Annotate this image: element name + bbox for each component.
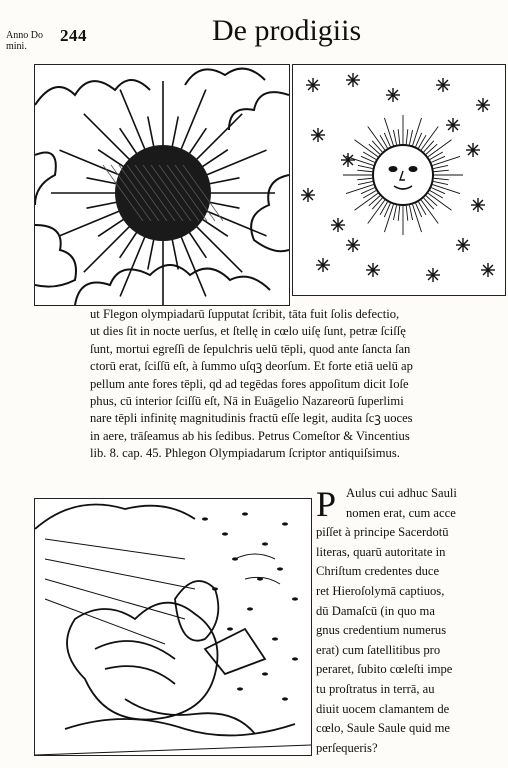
text-line: ret Hieroſolymā captiuos, xyxy=(316,583,445,598)
hail-drop xyxy=(237,687,243,690)
text-line: cœlo, Saule Saule quid me xyxy=(316,721,450,736)
engraving-stroke xyxy=(434,170,449,172)
text-line: dū Damaſcū (in quo ma xyxy=(316,603,435,618)
engraving-stroke xyxy=(433,181,448,184)
engraving-stroke xyxy=(346,185,374,194)
engraving-stroke xyxy=(406,129,408,144)
text-line: phus, cū interior ſciſſū eſt, Nā in Euāgelio Nazareorū ſuperlimi xyxy=(90,394,404,409)
engraving-stroke xyxy=(393,130,396,145)
hail-drop xyxy=(227,627,233,630)
engraving-stroke xyxy=(372,141,382,152)
text-line: Aulus cui adhuc Sauli xyxy=(346,486,457,500)
text-line: in aere, trāſeamus ab his ſedibus. Petrus Comeſtor & Vincentius xyxy=(90,428,410,443)
text-line: literas, quarū autoritate in xyxy=(316,544,446,559)
engraving-stroke xyxy=(358,181,373,184)
engraving-stroke xyxy=(384,118,393,146)
engraving-stroke xyxy=(409,130,412,145)
engraving-stroke xyxy=(120,231,138,258)
engraving-stroke xyxy=(358,165,373,168)
engraving-stroke xyxy=(205,211,266,236)
engraving-stroke xyxy=(426,144,437,154)
hail-drop xyxy=(257,577,263,580)
engraving-stroke xyxy=(432,156,460,165)
text-line: ctorū erat, ſciſſū eſt, à ſummo uſqꝫ deorſum. Et forte etiā uelū ap xyxy=(90,359,413,374)
engraving-stroke xyxy=(201,219,228,237)
text-line: diuit uocem clamantem de xyxy=(316,701,450,716)
drop-cap-initial: P xyxy=(316,484,337,524)
main-text-block xyxy=(90,306,504,463)
engraving-stroke xyxy=(189,128,207,155)
text-line: piſſet à principe Sacerdotū xyxy=(316,525,449,540)
engraving-stroke xyxy=(201,150,228,168)
engraving-stroke xyxy=(346,156,374,165)
engraving-stroke xyxy=(208,178,239,184)
engraving-stroke xyxy=(60,150,121,175)
engraving-stroke xyxy=(406,206,408,221)
running-title: De prodigiis xyxy=(212,14,362,47)
engraving-stroke xyxy=(357,178,372,180)
text-line: nare tēpli infinitę magnitudinis fractū eſſe legit, audita ſcꝫ uoces xyxy=(90,411,413,426)
page-number: 244 xyxy=(60,26,87,45)
engraving-stroke xyxy=(372,198,382,209)
hail-drop xyxy=(232,557,238,560)
engraving-stroke xyxy=(398,206,400,221)
text-line: lib. 8. cap. 45. Phlegon Olympiadarum ſcriptor antiquiſsimus. xyxy=(90,446,400,461)
engraving-stroke xyxy=(84,226,131,273)
engraving-stroke xyxy=(384,204,393,232)
text-line: Chriſtum credentes duce xyxy=(316,564,440,579)
hail-drop xyxy=(282,522,288,525)
paul-text-column xyxy=(316,484,506,758)
engraving-stroke xyxy=(181,90,206,151)
engraving-stroke xyxy=(172,116,178,147)
anno-line-1: Anno Do xyxy=(6,30,43,41)
hail-drop xyxy=(292,657,298,660)
text-line: tu proſtratus in terrā, au xyxy=(316,681,435,696)
sun-among-stars-woodcut xyxy=(292,64,506,296)
engraving-stroke xyxy=(393,205,396,220)
engraving-stroke xyxy=(120,90,145,151)
engraving-stroke xyxy=(120,128,138,155)
text-line: nomen erat, cum acce xyxy=(346,505,456,520)
text-line: erat) cum ſatellitibus pro xyxy=(316,642,441,657)
hail-drop xyxy=(262,542,268,545)
engraving-stroke xyxy=(409,205,412,220)
engraving-stroke xyxy=(189,231,207,258)
hail-drop xyxy=(292,597,298,600)
hail-drop xyxy=(262,672,268,675)
engraving-stroke xyxy=(426,196,437,206)
hail-drop xyxy=(222,532,228,535)
engraving-stroke xyxy=(84,114,131,161)
darkened-sun-woodcut xyxy=(34,64,290,306)
hail-drop xyxy=(202,517,208,520)
text-line: gnus credentium numerus xyxy=(316,623,447,638)
text-line: ut Flegon olympiadarū ſupputat ſcribit, tāta fuit ſolis defectio, xyxy=(90,307,400,321)
conversion-of-paul-woodcut xyxy=(34,498,312,756)
engraving-stroke xyxy=(60,211,121,236)
hail-drop xyxy=(272,637,278,640)
engraving-stroke xyxy=(120,235,145,296)
engraving-stroke xyxy=(424,198,434,209)
anno-line-2: mini. xyxy=(6,41,27,52)
hail-drop xyxy=(212,587,218,590)
engraving-stroke xyxy=(369,144,380,154)
engraving-stroke xyxy=(196,114,243,161)
engraving-stroke xyxy=(398,129,400,144)
engraving-stroke xyxy=(413,118,422,146)
text-line: pellum ante fores tēpli, qd ad tegēdas fores appoſitum dicit Ioſe xyxy=(90,376,409,391)
hail-drop xyxy=(247,607,253,610)
hail-drop xyxy=(277,567,283,570)
text-line: ſunt, mortui egreſſi de ſepulchris uelū tēpli, quod ante ſancta ſan xyxy=(90,341,411,356)
hail-drop xyxy=(282,697,288,700)
engraving-stroke xyxy=(86,202,117,208)
engraving-stroke xyxy=(181,235,206,296)
engraving-stroke xyxy=(357,170,372,172)
text-line: peraret, ſubito cœleſti impe xyxy=(316,662,453,677)
text-line: perſequeris? xyxy=(316,740,378,755)
engraving-stroke xyxy=(98,150,125,168)
year-marginal-label xyxy=(6,30,58,52)
text-line: ut dies ſit in nocte uerſus, et ſtellę in cœlo uiſę ſunt, petræ ſciſſę xyxy=(90,324,406,339)
engraving-stroke xyxy=(196,226,243,273)
engraving-stroke xyxy=(424,141,434,152)
engraving-stroke xyxy=(148,116,154,147)
hail-drop xyxy=(242,512,248,515)
engraving-stroke xyxy=(434,178,449,180)
engraving-stroke xyxy=(432,185,460,194)
engraving-stroke xyxy=(98,219,125,237)
engraving-stroke xyxy=(369,196,380,206)
engraving-stroke xyxy=(148,238,154,269)
engraving-stroke xyxy=(433,165,448,168)
engraving-stroke xyxy=(413,204,422,232)
engraving-stroke xyxy=(205,150,266,175)
